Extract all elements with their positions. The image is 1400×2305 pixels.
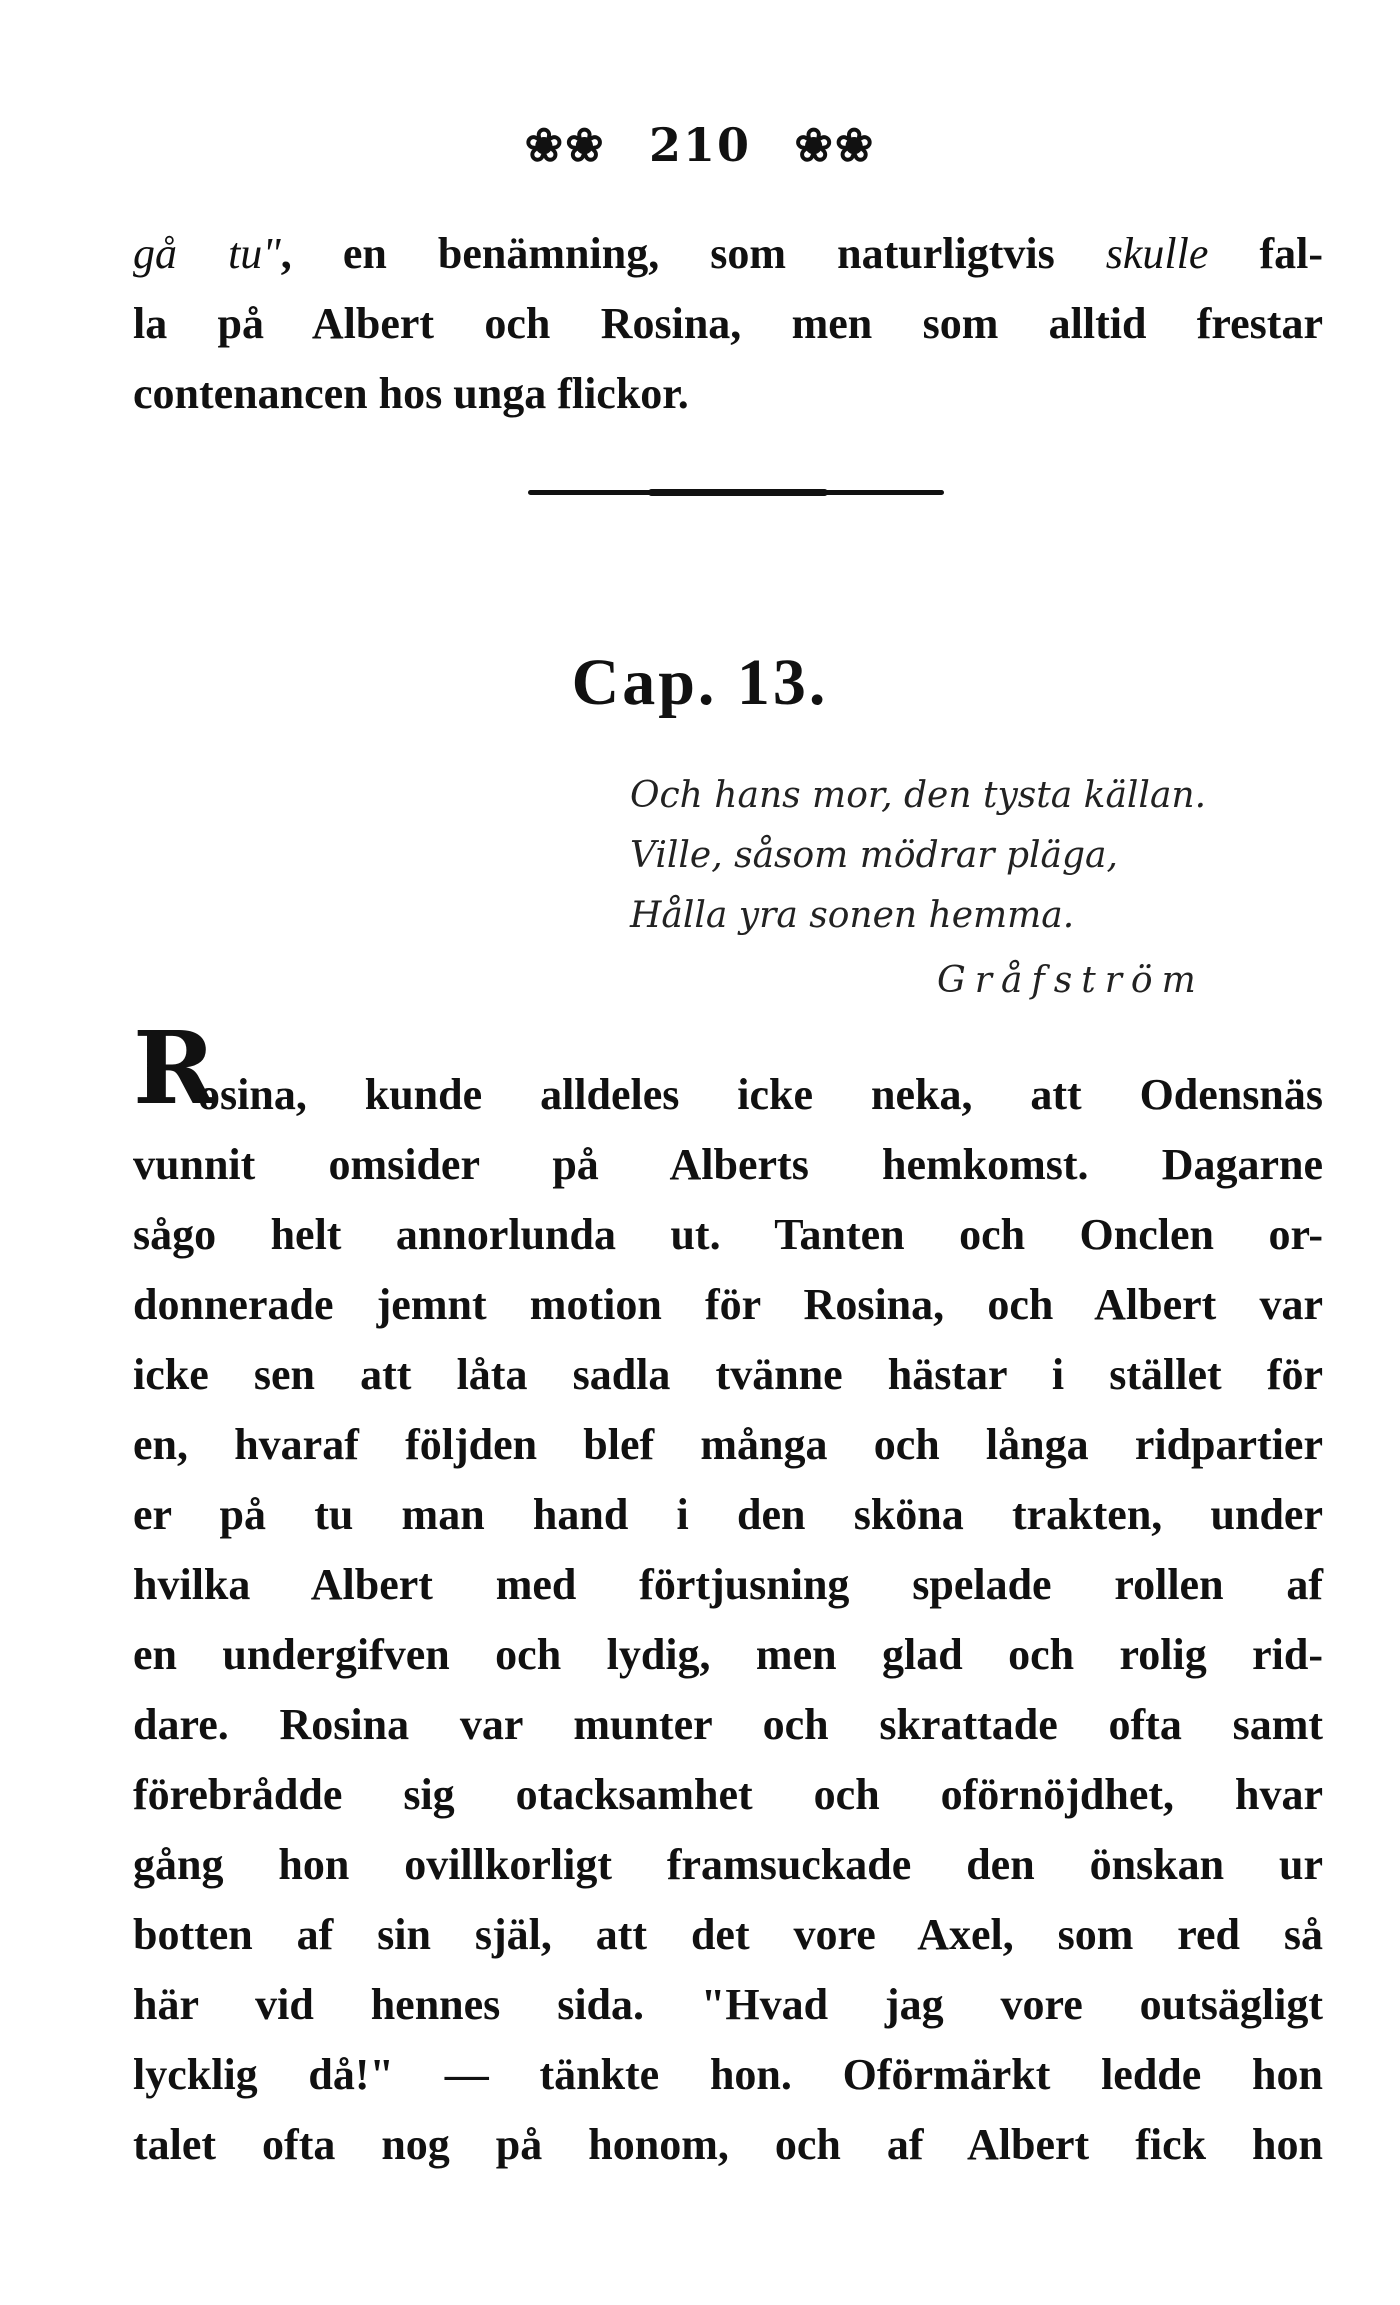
ornament-right-icon: ❀❀	[794, 118, 876, 172]
body-line: förebrådde sig otacksamhet och oförnöjdhet, hvar	[133, 1770, 1323, 1819]
section-divider	[528, 490, 944, 495]
body-line: gång hon ovillkorligt framsuckade den önskan ur	[133, 1840, 1323, 1889]
body-line: er på tu man hand i den sköna trakten, under	[133, 1490, 1323, 1539]
body-line: sågo helt annorlunda ut. Tanten och Onclen or-	[133, 1210, 1323, 1259]
drop-cap: R	[133, 1009, 217, 1127]
body-line: en undergifven och lydig, men glad och rolig rid-	[133, 1630, 1323, 1679]
text-fragment: , en benämning, som naturligtvis	[280, 229, 1106, 278]
body-line: här vid hennes sida. "Hvad jag vore outsägligt	[133, 1980, 1323, 2029]
body-line: talet ofta nog på honom, och af Albert fick hon	[133, 2120, 1323, 2169]
epigraph-line-2: Ville, såsom mödrar pläga,	[630, 835, 1118, 876]
chapter-heading: Cap. 13.	[571, 646, 829, 719]
epigraph-line-3: Hålla yra sonen hemma.	[630, 895, 1075, 936]
body-first-line: osina, kunde alldeles icke neka, att Odensnäs	[198, 1070, 1323, 1119]
body-line: botten af sin själ, att det vore Axel, som red så	[133, 1910, 1323, 1959]
body-line: dare. Rosina var munter och skrattade ofta samt	[133, 1700, 1323, 1749]
text-line-3: contenancen hos unga flickor.	[133, 369, 689, 418]
text-line-1	[133, 229, 1324, 278]
body-line: donnerade jemnt motion för Rosina, och Albert var	[133, 1280, 1323, 1329]
body-line: icke sen att låta sadla tvänne hästar i stället för	[133, 1350, 1323, 1399]
body-line: lycklig då!" — tänkte hon. Oförmärkt ledde hon	[133, 2050, 1323, 2099]
text-line-2: la på Albert och Rosina, men som alltid frestar	[133, 299, 1323, 348]
epigraph-line-1: Och hans mor, den tysta källan.	[630, 775, 1207, 816]
body-line: vunnit omsider på Alberts hemkomst. Dagarne	[133, 1140, 1323, 1189]
body-line: hvilka Albert med förtjusning spelade rollen af	[133, 1560, 1323, 1609]
page-number: 210	[648, 118, 752, 172]
ornament-left-icon: ❀❀	[524, 118, 606, 172]
text-fragment: fal-	[1208, 229, 1324, 278]
italic-fragment: skulle	[1105, 229, 1209, 278]
italic-fragment: gå tu"	[133, 229, 281, 278]
body-line: en, hvaraf följden blef många och långa ridpartier	[133, 1420, 1323, 1469]
running-header	[0, 118, 1400, 172]
epigraph-author: Gråfström	[937, 960, 1205, 1001]
